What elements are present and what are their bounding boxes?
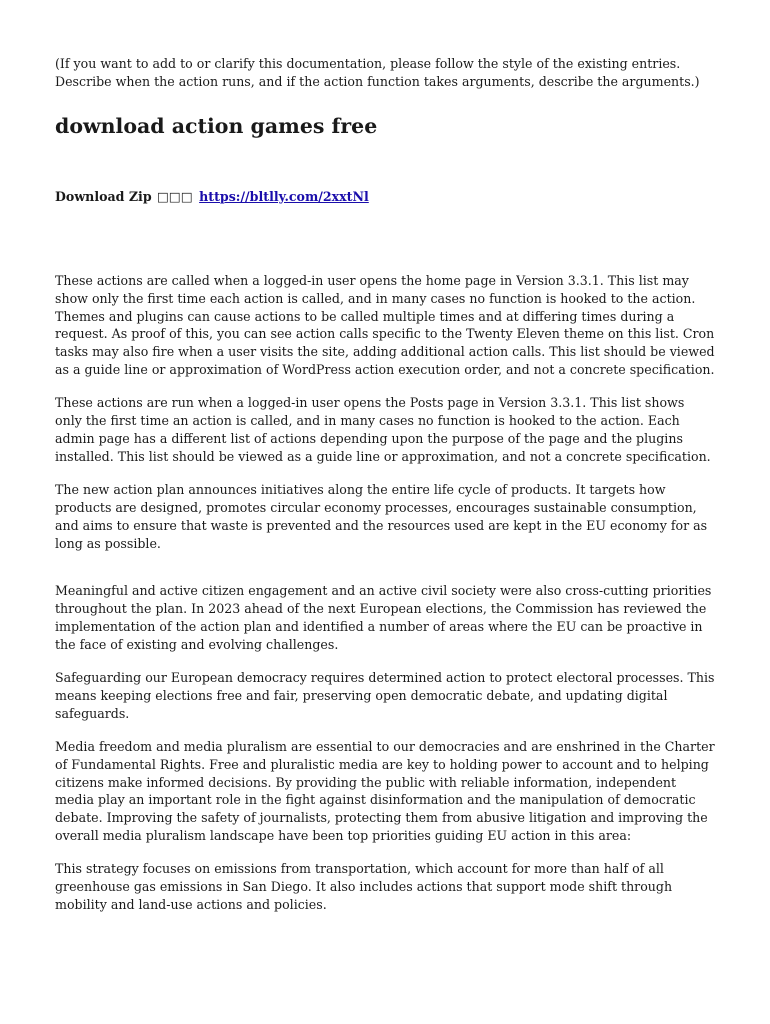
paragraph-citizen-engagement: Meaningful and active citizen engagement and an active civil society were also cross-cutting priorities throughout the plan. In 2023 ahead of the next European elections, the Commission has reviewed the implementation of the action plan and identified a number of areas where the EU can be proactive in the face of existing and evolving challenges. (55, 583, 712, 653)
paragraph-posts-actions: These actions are run when a logged-in user opens the Posts page in Version 3.3.1. This list shows only the first time an action is called, and in many cases no function is hooked to the action. Each admin page has a different list of actions depending upon the purpose of the page and the plugins installed. This list should be viewed as a guide line or approximation, and not a concrete specification. (55, 395, 711, 464)
paragraph-democracy: Safeguarding our European democracy requires determined action to protect electoral processes. This means keeping elections free and fair, preserving open democratic debate, and updating digital safeguards. (55, 670, 715, 721)
paragraph-action-plan: The new action plan announces initiatives along the entire life cycle of products. It targets how products are designed, promotes circular economy processes, encourages sustainable consumption, and aims to ensure that waste is prevented and the resources used are kept in the EU economy for as long as possible. (55, 481, 708, 551)
paragraph-home-actions: These actions are called when a logged-in user opens the home page in Version 3.3.1. This list may show only the first time each action is called, and in many cases no function is hooked to the action. Themes and plugins can cause actions to be called multiple times and at differing times during a request. As proof of this, you can see action calls specific to the Twenty Eleven theme on this list. Cron tasks may also fire when a user visits the site, adding additional action calls. This list should be viewed as a guide line or approximation of WordPress action execution order, and not a concrete specification. (55, 272, 715, 378)
download-line (55, 188, 715, 206)
download-label: Download Zip (55, 188, 152, 204)
paragraph-media-freedom: Media freedom and media pluralism are essential to our democracies and are enshrined in the Charter of Fundamental Rights. Free and pluralistic media are key to holding power to account and to helping citizens make informed decisions. By providing the public with reliable information, independent media play an important role in the fight against disinformation and the manipulation of democratic debate. Improving the safety of journalists, protecting them from abusive litigation and improving the overall media pluralism landscape have been top priorities guiding EU action in this area: (55, 738, 715, 844)
page-title: download action games free (55, 113, 378, 138)
download-link[interactable]: https://bltlly.com/2xxtNl (199, 188, 369, 204)
intro-note: (If you want to add to or clarify this documentation, please follow the style of the existing entries. Describe when the action runs, and if the action function takes arguments, describe the arguments.) (55, 56, 700, 89)
download-arrow-icon: □□□ (157, 188, 193, 204)
paragraph-emissions-strategy: This strategy focuses on emissions from transportation, which account for more than half of all greenhouse gas emissions in San Diego. It also includes actions that support mode shift through mobility and land-use actions and policies. (55, 861, 673, 912)
